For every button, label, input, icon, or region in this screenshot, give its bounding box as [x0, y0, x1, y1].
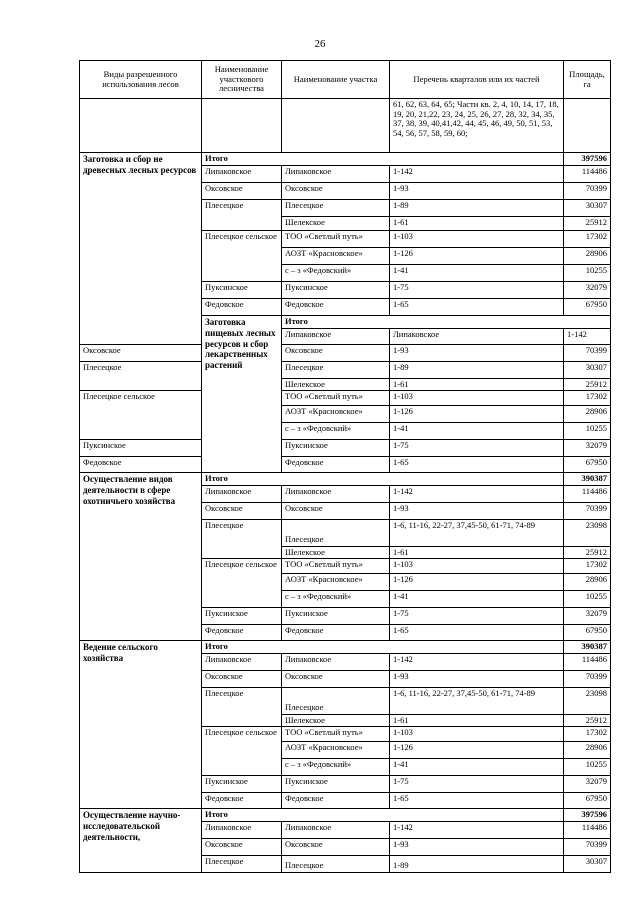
quarters: 1-65 — [390, 299, 564, 316]
site-name: Шелекское — [282, 714, 390, 727]
forestry-name: Липаковское — [202, 166, 282, 183]
area: 70399 — [564, 183, 611, 200]
site-name: ТОО «Светлый путь» — [282, 231, 390, 248]
site-name: Оксовское — [282, 838, 390, 855]
forestry-name: Пуксинское — [202, 282, 282, 299]
area: 17302 — [564, 559, 611, 574]
forestry-name: Плесецкое сельское — [202, 231, 282, 282]
site-name: Плесецкое — [282, 519, 390, 546]
area: 10255 — [564, 423, 611, 440]
forestry-name: Федовское — [202, 793, 282, 809]
site-name: АОЗТ «Красновское» — [282, 574, 390, 591]
header-quarters: Перечень кварталов или их частей — [390, 61, 564, 99]
site-name: АОЗТ «Красновское» — [282, 742, 390, 759]
area: 114486 — [564, 821, 611, 838]
total-label: Итого — [202, 809, 564, 822]
area: 70399 — [564, 670, 611, 687]
quarters: 1-93 — [390, 183, 564, 200]
forestry-name: Липаковское — [282, 328, 390, 344]
quarters: 1-75 — [390, 440, 564, 457]
site-name: Оксовское — [282, 344, 390, 361]
total-area: 390387 — [564, 641, 611, 654]
forestry-name: Плесецкое — [202, 200, 282, 231]
site-name: Пуксинское — [282, 776, 390, 793]
table-row — [80, 440, 611, 457]
total-label: Итого — [282, 316, 611, 329]
area: 70399 — [564, 502, 611, 519]
quarters: 1-75 — [390, 608, 564, 625]
site-name: Плесецкое — [282, 855, 390, 872]
table-row — [80, 344, 611, 361]
quarters: 1-41 — [390, 591, 564, 608]
area: 25912 — [564, 217, 611, 231]
area: 114486 — [564, 166, 611, 183]
quarters: 1-6, 11-16, 22-27, 37,45-50, 61-71, 74-89 — [390, 519, 564, 546]
area: 25912 — [564, 378, 611, 391]
quarters: 1-103 — [390, 727, 564, 742]
area: 67950 — [564, 299, 611, 316]
site-name: АОЗТ «Красновское» — [282, 248, 390, 265]
use-type: Осуществление научно-исследовательской деятельности, — [80, 809, 202, 873]
site-name: Шелекское — [282, 217, 390, 231]
total-area: 390387 — [564, 473, 611, 486]
site-name: Липаковское — [282, 821, 390, 838]
quarters: 1-89 — [390, 855, 564, 872]
forestry-name: Оксовское — [202, 183, 282, 200]
quarters: 1-126 — [390, 248, 564, 265]
table-row — [80, 641, 611, 654]
forestry-name: Пуксинское — [202, 608, 282, 625]
area: 30307 — [564, 200, 611, 217]
site-name: Шелекское — [282, 378, 390, 391]
quarters: 1-93 — [390, 838, 564, 855]
total-label: Итого — [202, 153, 564, 166]
site-name: Липаковское — [282, 166, 390, 183]
table-row — [80, 153, 611, 166]
site-name: с – з «Федовский» — [282, 591, 390, 608]
quarters: 1-126 — [390, 406, 564, 423]
site-name: Федовское — [282, 793, 390, 809]
site-name: АОЗТ «Красновское» — [282, 406, 390, 423]
site-name: с – з «Федовский» — [282, 423, 390, 440]
use-type: Заготовка пищевых лесных ресурсов и сбор лекарственных растений — [202, 316, 282, 473]
forestry-name: Федовское — [80, 457, 202, 473]
site-name: Федовское — [282, 625, 390, 641]
forestry-name: Оксовское — [202, 502, 282, 519]
site-name: Оксовское — [282, 502, 390, 519]
area: 32079 — [564, 608, 611, 625]
total-area: 397596 — [564, 809, 611, 822]
header-forestry: Наименование участкового лесничества — [202, 61, 282, 99]
quarters: 1-142 — [564, 328, 611, 344]
forestry-name: Пуксинское — [80, 440, 202, 457]
table-row — [80, 361, 611, 378]
continuation-row — [80, 99, 611, 153]
site-name: Пуксинское — [282, 440, 390, 457]
quarters: 1-61 — [390, 217, 564, 231]
quarters: 1-142 — [390, 166, 564, 183]
forestry-name: Липаковское — [202, 653, 282, 670]
use-type: Заготовка и сбор не древесных лесных ресурсов — [80, 153, 202, 345]
site-name: Липаковское — [282, 653, 390, 670]
forestry-name: Липаковское — [202, 821, 282, 838]
area: 32079 — [564, 440, 611, 457]
forestry-name: Плесецкое — [202, 687, 282, 727]
quarters: 1-142 — [390, 485, 564, 502]
quarters: 1-75 — [390, 776, 564, 793]
area: 32079 — [564, 776, 611, 793]
site-name: с – з «Федовский» — [282, 759, 390, 776]
site-name: Федовское — [282, 299, 390, 316]
quarters: 1-93 — [390, 502, 564, 519]
area: 114486 — [564, 485, 611, 502]
site-name: ТОО «Светлый путь» — [282, 727, 390, 742]
forestry-name: Плесецкое сельское — [202, 727, 282, 776]
quarters: 1-65 — [390, 793, 564, 809]
area: 28906 — [564, 248, 611, 265]
area: 32079 — [564, 282, 611, 299]
forestry-name: Липаковское — [202, 485, 282, 502]
total-label: Итого — [202, 473, 564, 486]
quarters: 1-41 — [390, 423, 564, 440]
forestry-name: Плесецкое — [202, 855, 282, 872]
site-name: Липаковское — [390, 328, 564, 344]
area: 67950 — [564, 625, 611, 641]
forestry-name: Плесецкое сельское — [202, 559, 282, 608]
area: 28906 — [564, 406, 611, 423]
quarters: 1-89 — [390, 361, 564, 378]
quarters: 1-6, 11-16, 22-27, 37,45-50, 61-71, 74-89 — [390, 687, 564, 714]
forestry-name: Оксовское — [202, 670, 282, 687]
area: 28906 — [564, 574, 611, 591]
forestry-name: Оксовское — [80, 344, 202, 361]
header-area: Площадь, га — [564, 61, 611, 99]
quarters: 1-126 — [390, 574, 564, 591]
quarters: 1-93 — [390, 670, 564, 687]
total-label: Итого — [202, 641, 564, 654]
area: 10255 — [564, 265, 611, 282]
site-name: Пуксинское — [282, 608, 390, 625]
quarters: 1-61 — [390, 378, 564, 391]
table-row — [80, 457, 611, 473]
quarters: 1-142 — [390, 821, 564, 838]
table-row — [80, 809, 611, 822]
table-row — [80, 473, 611, 486]
area: 10255 — [564, 759, 611, 776]
forestry-name: Плесецкое — [202, 519, 282, 559]
area: 70399 — [564, 344, 611, 361]
site-name: с – з «Федовский» — [282, 265, 390, 282]
table-row — [80, 391, 611, 406]
use-type: Ведение сельского хозяйства — [80, 641, 202, 809]
site-name: Оксовское — [282, 670, 390, 687]
forestry-name: Пуксинское — [202, 776, 282, 793]
forestry-name: Плесецкое сельское — [80, 391, 202, 440]
total-area: 397596 — [564, 153, 611, 166]
area: 17302 — [564, 231, 611, 248]
forest-use-table — [79, 60, 611, 873]
page-number: 26 — [314, 38, 326, 50]
quarters: 1-89 — [390, 200, 564, 217]
quarters: 1-103 — [390, 559, 564, 574]
area: 10255 — [564, 591, 611, 608]
quarters: 1-75 — [390, 282, 564, 299]
area: 30307 — [564, 361, 611, 378]
quarters: 1-103 — [390, 231, 564, 248]
forestry-name: Плесецкое — [80, 361, 202, 391]
site-name: Оксовское — [282, 183, 390, 200]
forestry-name: Федовское — [202, 299, 282, 316]
site-name: Липаковское — [282, 485, 390, 502]
quarters: 1-142 — [390, 653, 564, 670]
area: 17302 — [564, 391, 611, 406]
quarters: 1-61 — [390, 714, 564, 727]
header-site: Наименование участка — [282, 61, 390, 99]
quarters: 1-103 — [390, 391, 564, 406]
continuation-quarters: 61, 62, 63, 64, 65; Части кв. 2, 4, 10, 14, 17, 18, 19, 20, 21,22, 23, 24, 25, 26, 27, 28, 32, 34, 35, 37, 38, 39, 40,41,42, 44, 45, 46, 49, 50, 51, 53, 54, 56, 57, 58, 59, 60; — [390, 99, 564, 153]
forestry-name: Оксовское — [202, 838, 282, 855]
site-name: Плесецкое — [282, 687, 390, 714]
site-name: Шелекское — [282, 546, 390, 559]
area: 17302 — [564, 727, 611, 742]
quarters: 1-61 — [390, 546, 564, 559]
area: 67950 — [564, 457, 611, 473]
site-name: ТОО «Светлый путь» — [282, 391, 390, 406]
area: 30307 — [564, 855, 611, 872]
quarters: 1-65 — [390, 625, 564, 641]
quarters: 1-126 — [390, 742, 564, 759]
quarters: 1-41 — [390, 759, 564, 776]
area: 23098 — [564, 519, 611, 546]
site-name: Плесецкое — [282, 361, 390, 378]
site-name: Федовское — [282, 457, 390, 473]
forestry-name: Федовское — [202, 625, 282, 641]
area: 23098 — [564, 687, 611, 714]
area: 28906 — [564, 742, 611, 759]
quarters: 1-93 — [390, 344, 564, 361]
area: 114486 — [564, 653, 611, 670]
site-name: Плесецкое — [282, 200, 390, 217]
area: 67950 — [564, 793, 611, 809]
header-row — [80, 61, 611, 99]
use-type: Осуществление видов деятельности в сфере охотничьего хозяйства — [80, 473, 202, 641]
area: 70399 — [564, 838, 611, 855]
area: 25912 — [564, 714, 611, 727]
quarters: 1-41 — [390, 265, 564, 282]
site-name: ТОО «Светлый путь» — [282, 559, 390, 574]
area: 25912 — [564, 546, 611, 559]
header-use: Виды разрешенного использования лесов — [80, 61, 202, 99]
quarters: 1-65 — [390, 457, 564, 473]
site-name: Пуксинское — [282, 282, 390, 299]
